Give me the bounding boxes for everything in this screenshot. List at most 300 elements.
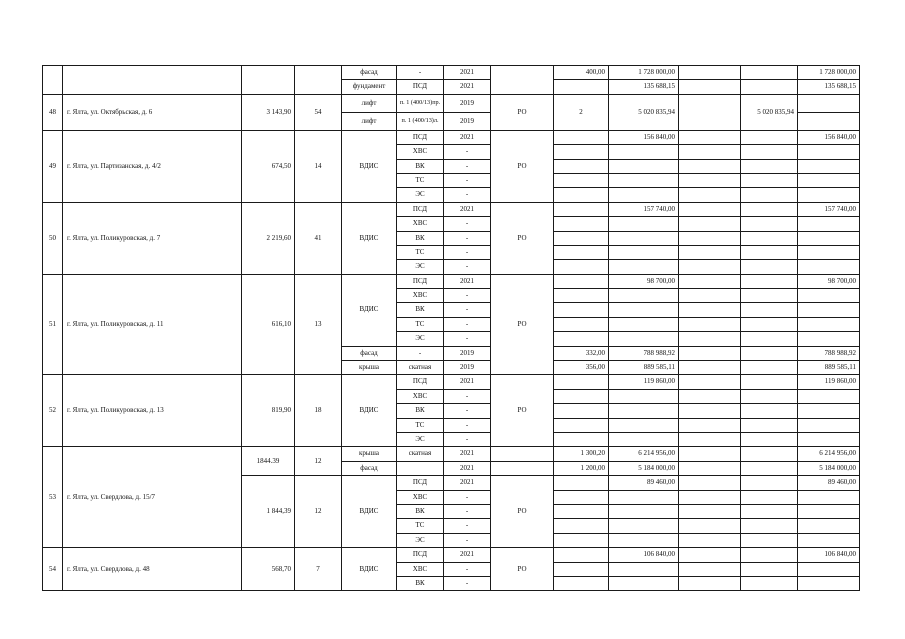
- table-cell: 89 460,00: [798, 476, 860, 490]
- table-cell: [679, 490, 741, 504]
- table-cell: [609, 260, 679, 274]
- table-cell: крыша: [342, 361, 397, 375]
- repair-program-table: [42, 65, 859, 591]
- table-cell: 156 840,00: [798, 130, 860, 144]
- table-cell: [798, 533, 860, 547]
- table-cell: -: [444, 289, 491, 303]
- table-cell: [798, 576, 860, 590]
- table-cell: 98 700,00: [609, 274, 679, 288]
- table-cell: [679, 317, 741, 331]
- table-cell: -: [444, 159, 491, 173]
- table-cell: [554, 173, 609, 187]
- table-cell: [397, 461, 444, 475]
- table-cell: [741, 389, 798, 403]
- table-cell: [798, 94, 860, 112]
- table-cell: [554, 145, 609, 159]
- table-cell: [609, 418, 679, 432]
- table-cell: ПСД: [397, 548, 444, 562]
- table-cell: [798, 217, 860, 231]
- table-cell: 788 988,92: [798, 346, 860, 360]
- table-cell: 2021: [444, 202, 491, 216]
- table-cell: [798, 519, 860, 533]
- table-cell: 12: [295, 447, 342, 476]
- table-cell: ВДИС: [342, 130, 397, 202]
- table-cell: [741, 159, 798, 173]
- table-cell: [609, 533, 679, 547]
- table-cell: 2021: [444, 447, 491, 461]
- table-cell: [679, 274, 741, 288]
- table-cell: [609, 231, 679, 245]
- table-cell: [554, 476, 609, 490]
- table-cell: 2021: [444, 461, 491, 475]
- table-cell: 157 740,00: [798, 202, 860, 216]
- table-cell: [679, 375, 741, 389]
- table-cell: г. Ялта, ул. Поликуровская, д. 13: [63, 375, 242, 447]
- table-cell: [609, 245, 679, 259]
- table-cell: ВДИС: [342, 375, 397, 447]
- table-cell: 54: [295, 94, 342, 130]
- table-cell: [741, 346, 798, 360]
- table-cell: 332,00: [554, 346, 609, 360]
- table-cell: [741, 562, 798, 576]
- table-cell: [609, 289, 679, 303]
- table-cell: ХВС: [397, 389, 444, 403]
- table-cell: [554, 130, 609, 144]
- table-cell: [63, 66, 242, 95]
- table-cell: [679, 432, 741, 446]
- table-cell: [741, 519, 798, 533]
- table-cell: [679, 447, 741, 461]
- table-cell: РО: [491, 375, 554, 447]
- table-cell: [679, 260, 741, 274]
- table-cell: ХВС: [397, 145, 444, 159]
- table-cell: [554, 317, 609, 331]
- table-cell: -: [444, 332, 491, 346]
- table-cell: [679, 389, 741, 403]
- table-cell: г. Ялта, ул. Поликуровская, д. 11: [63, 274, 242, 375]
- table-cell: 52: [43, 375, 63, 447]
- table-row: [43, 548, 860, 562]
- table-cell: 5 020 835,94: [741, 94, 798, 130]
- table-row: [43, 94, 860, 112]
- table-cell: [741, 361, 798, 375]
- table-cell: [554, 188, 609, 202]
- table-cell: ВДИС: [342, 202, 397, 274]
- table-cell: г. Ялта, ул. Свердлова, д. 15/7: [63, 447, 242, 548]
- table-cell: 1 728 000,00: [798, 66, 860, 80]
- table-row: [43, 202, 860, 216]
- table-cell: ЭС: [397, 533, 444, 547]
- table-cell: п. 1 (400/13)пр.: [397, 94, 444, 112]
- table-cell: [679, 173, 741, 187]
- table-cell: -: [444, 317, 491, 331]
- table-cell: 2019: [444, 346, 491, 360]
- table-cell: ПСД: [397, 130, 444, 144]
- table-cell: [554, 418, 609, 432]
- table-cell: ХВС: [397, 562, 444, 576]
- table-cell: фундамент: [342, 80, 397, 94]
- table-cell: -: [444, 188, 491, 202]
- table-cell: ХВС: [397, 217, 444, 231]
- table-cell: п. 1 (400/13)л.: [397, 112, 444, 130]
- table-cell: [741, 66, 798, 80]
- table-cell: 5 184 000,00: [798, 461, 860, 475]
- table-cell: 157 740,00: [609, 202, 679, 216]
- table-cell: -: [444, 490, 491, 504]
- table-cell: [679, 418, 741, 432]
- table-cell: [554, 404, 609, 418]
- table-cell: [798, 173, 860, 187]
- table-cell: ХВС: [397, 490, 444, 504]
- table-cell: 13: [295, 274, 342, 375]
- table-cell: [679, 231, 741, 245]
- table-cell: -: [444, 217, 491, 231]
- table-cell: 98 700,00: [798, 274, 860, 288]
- table-cell: 51: [43, 274, 63, 375]
- table-cell: [554, 303, 609, 317]
- table-cell: [609, 145, 679, 159]
- table-cell: [679, 188, 741, 202]
- table-cell: РО: [491, 94, 554, 130]
- table-cell: 135 688,15: [609, 80, 679, 94]
- table-cell: фасад: [342, 461, 397, 475]
- table-cell: РО: [491, 476, 554, 548]
- table-cell: [554, 202, 609, 216]
- table-cell: [741, 418, 798, 432]
- table-cell: 2019: [444, 361, 491, 375]
- table-row: [43, 375, 860, 389]
- table-cell: -: [444, 145, 491, 159]
- table-cell: ТС: [397, 418, 444, 432]
- table-cell: скатная: [397, 447, 444, 461]
- table-cell: 54: [43, 548, 63, 591]
- table-cell: 819,90: [242, 375, 295, 447]
- table-cell: 2 219,60: [242, 202, 295, 274]
- table-cell: ЭС: [397, 432, 444, 446]
- table-cell: ХВС: [397, 289, 444, 303]
- table-cell: [741, 145, 798, 159]
- table-cell: -: [444, 418, 491, 432]
- table-cell: -: [444, 404, 491, 418]
- table-cell: 2021: [444, 66, 491, 80]
- table-cell: [609, 404, 679, 418]
- table-cell: 616,10: [242, 274, 295, 375]
- table-cell: [679, 461, 741, 475]
- table-cell: [554, 245, 609, 259]
- table-cell: [679, 404, 741, 418]
- table-cell: [491, 66, 554, 95]
- table-cell: [609, 217, 679, 231]
- table-cell: ВДИС: [342, 274, 397, 346]
- table-cell: [798, 562, 860, 576]
- table-cell: фасад: [342, 346, 397, 360]
- table-cell: лифт: [342, 94, 397, 112]
- table-cell: [609, 490, 679, 504]
- table-cell: [554, 217, 609, 231]
- table-cell: 889 585,11: [798, 361, 860, 375]
- table-cell: фасад: [342, 66, 397, 80]
- table-cell: г. Ялта, ул. Свердлова, д. 48: [63, 548, 242, 591]
- table-cell: -: [444, 389, 491, 403]
- table-cell: [798, 188, 860, 202]
- table-cell: [679, 576, 741, 590]
- table-cell: [609, 317, 679, 331]
- table-cell: [679, 476, 741, 490]
- table-cell: -: [397, 346, 444, 360]
- table-cell: РО: [491, 130, 554, 202]
- table-cell: [679, 202, 741, 216]
- table-cell: [554, 375, 609, 389]
- table-cell: ПСД: [397, 274, 444, 288]
- table-cell: [741, 432, 798, 446]
- table-cell: [554, 548, 609, 562]
- table-cell: [554, 490, 609, 504]
- table-cell: [609, 159, 679, 173]
- table-cell: 6 214 956,00: [798, 447, 860, 461]
- table-cell: -: [444, 260, 491, 274]
- table-cell: [679, 533, 741, 547]
- table-cell: ВК: [397, 404, 444, 418]
- table-cell: [741, 274, 798, 288]
- table-cell: [679, 80, 741, 94]
- table-cell: [741, 317, 798, 331]
- table-cell: [554, 231, 609, 245]
- table-cell: [741, 332, 798, 346]
- table-cell: ЭС: [397, 260, 444, 274]
- table-row: [43, 66, 860, 80]
- table-cell: РО: [491, 274, 554, 375]
- table-cell: -: [444, 576, 491, 590]
- table-cell: [609, 576, 679, 590]
- table-cell: 12: [295, 476, 342, 548]
- table: [42, 65, 860, 591]
- table-cell: [741, 476, 798, 490]
- table-cell: [609, 562, 679, 576]
- table-cell: [554, 260, 609, 274]
- table-cell: [554, 289, 609, 303]
- table-cell: 89 460,00: [609, 476, 679, 490]
- table-cell: ПСД: [397, 202, 444, 216]
- table-cell: 356,00: [554, 361, 609, 375]
- table-cell: [741, 404, 798, 418]
- table-cell: [295, 66, 342, 95]
- table-cell: [491, 447, 554, 461]
- table-cell: 41: [295, 202, 342, 274]
- table-cell: [609, 504, 679, 518]
- table-cell: г. Ялта, ул. Октябрьская, д. 6: [63, 94, 242, 130]
- table-cell: [679, 504, 741, 518]
- table-cell: [679, 130, 741, 144]
- table-cell: [741, 576, 798, 590]
- table-cell: [609, 303, 679, 317]
- table-cell: [741, 130, 798, 144]
- table-cell: 674,50: [242, 130, 295, 202]
- table-cell: 2021: [444, 130, 491, 144]
- table-cell: -: [397, 66, 444, 80]
- table-cell: [554, 576, 609, 590]
- table-cell: [491, 461, 554, 475]
- table-cell: ВК: [397, 504, 444, 518]
- table-cell: 2019: [444, 94, 491, 112]
- table-cell: [242, 66, 295, 95]
- table-cell: [554, 389, 609, 403]
- table-cell: [609, 173, 679, 187]
- table-cell: [798, 112, 860, 130]
- table-cell: [609, 389, 679, 403]
- table-cell: [679, 145, 741, 159]
- table-cell: [741, 188, 798, 202]
- table-cell: ЭС: [397, 332, 444, 346]
- table-cell: [741, 173, 798, 187]
- table-cell: [798, 260, 860, 274]
- table-cell: ЭС: [397, 188, 444, 202]
- table-row: [43, 274, 860, 288]
- table-cell: 135 688,15: [798, 80, 860, 94]
- table-cell: ТС: [397, 317, 444, 331]
- table-cell: лифт: [342, 112, 397, 130]
- table-cell: 1 300,20: [554, 447, 609, 461]
- table-cell: -: [444, 231, 491, 245]
- table-cell: [609, 519, 679, 533]
- table-cell: 106 840,00: [798, 548, 860, 562]
- table-cell: [741, 217, 798, 231]
- table-cell: 156 840,00: [609, 130, 679, 144]
- table-row: [43, 447, 860, 461]
- table-cell: ВК: [397, 576, 444, 590]
- table-cell: 18: [295, 375, 342, 447]
- table-cell: [554, 533, 609, 547]
- table-cell: 49: [43, 130, 63, 202]
- table-cell: РО: [491, 202, 554, 274]
- table-cell: [741, 245, 798, 259]
- table-cell: 2021: [444, 274, 491, 288]
- table-cell: 2021: [444, 375, 491, 389]
- table-cell: 5 184 000,00: [609, 461, 679, 475]
- table-cell: [679, 94, 741, 130]
- table-cell: ВК: [397, 303, 444, 317]
- table-cell: -: [444, 504, 491, 518]
- table-cell: 2021: [444, 548, 491, 562]
- table-cell: 119 860,00: [798, 375, 860, 389]
- table-cell: 889 585,11: [609, 361, 679, 375]
- table-cell: 1 844,39: [242, 476, 295, 548]
- table-cell: [741, 231, 798, 245]
- table-cell: 53: [43, 447, 63, 548]
- table-cell: 50: [43, 202, 63, 274]
- table-cell: [609, 188, 679, 202]
- table-cell: [679, 289, 741, 303]
- table-cell: ПСД: [397, 476, 444, 490]
- table-cell: [798, 504, 860, 518]
- table-cell: [679, 332, 741, 346]
- table-cell: -: [444, 173, 491, 187]
- table-cell: [679, 519, 741, 533]
- table-cell: 3 143,90: [242, 94, 295, 130]
- table-cell: [554, 159, 609, 173]
- table-cell: [798, 303, 860, 317]
- table-cell: [554, 504, 609, 518]
- table-cell: ТС: [397, 173, 444, 187]
- table-cell: ТС: [397, 245, 444, 259]
- table-cell: 400,00: [554, 66, 609, 80]
- table-cell: [554, 332, 609, 346]
- table-cell: [798, 490, 860, 504]
- table-cell: -: [444, 432, 491, 446]
- table-cell: [798, 332, 860, 346]
- table-cell: [679, 548, 741, 562]
- table-cell: ВК: [397, 159, 444, 173]
- table-cell: [798, 245, 860, 259]
- table-cell: 14: [295, 130, 342, 202]
- table-cell: РО: [491, 548, 554, 591]
- table-cell: [679, 361, 741, 375]
- table-cell: [798, 418, 860, 432]
- table-cell: [741, 461, 798, 475]
- table-cell: -: [444, 533, 491, 547]
- table-cell: скатная: [397, 361, 444, 375]
- table-cell: [741, 548, 798, 562]
- table-cell: г. Ялта, ул. Поликуровская, д. 7: [63, 202, 242, 274]
- table-cell: [554, 519, 609, 533]
- table-cell: ТС: [397, 519, 444, 533]
- table-cell: -: [444, 245, 491, 259]
- table-cell: [554, 432, 609, 446]
- table-cell: 2021: [444, 476, 491, 490]
- table-cell: [741, 303, 798, 317]
- table-cell: [679, 159, 741, 173]
- table-cell: -: [444, 303, 491, 317]
- table-cell: -: [444, 519, 491, 533]
- table-cell: [798, 389, 860, 403]
- table-cell: [679, 66, 741, 80]
- table-cell: [798, 432, 860, 446]
- table-cell: 7: [295, 548, 342, 591]
- table-cell: ВДИС: [342, 548, 397, 591]
- table-cell: 5 020 835,94: [609, 94, 679, 130]
- table-cell: г. Ялта, ул. Партизанская, д. 4/2: [63, 130, 242, 202]
- table-cell: [679, 245, 741, 259]
- table-cell: 119 860,00: [609, 375, 679, 389]
- table-cell: [679, 217, 741, 231]
- table-cell: 48: [43, 94, 63, 130]
- table-cell: 788 988,92: [609, 346, 679, 360]
- table-cell: [679, 346, 741, 360]
- table-cell: [741, 289, 798, 303]
- table-cell: [679, 562, 741, 576]
- table-cell: [798, 317, 860, 331]
- table-cell: [679, 303, 741, 317]
- table-cell: [554, 562, 609, 576]
- table-cell: [798, 145, 860, 159]
- table-cell: [741, 504, 798, 518]
- table-cell: [798, 231, 860, 245]
- table-cell: [798, 159, 860, 173]
- table-cell: [609, 432, 679, 446]
- table-cell: 1844.39: [242, 447, 295, 476]
- table-row: [43, 130, 860, 144]
- table-cell: [43, 66, 63, 95]
- table-cell: [798, 404, 860, 418]
- table-cell: [741, 447, 798, 461]
- table-cell: [741, 80, 798, 94]
- table-cell: ВДИС: [342, 476, 397, 548]
- table-cell: 568,70: [242, 548, 295, 591]
- table-cell: 1 728 000,00: [609, 66, 679, 80]
- table-cell: ВК: [397, 231, 444, 245]
- table-cell: [741, 260, 798, 274]
- table-cell: ПСД: [397, 375, 444, 389]
- table-cell: [741, 375, 798, 389]
